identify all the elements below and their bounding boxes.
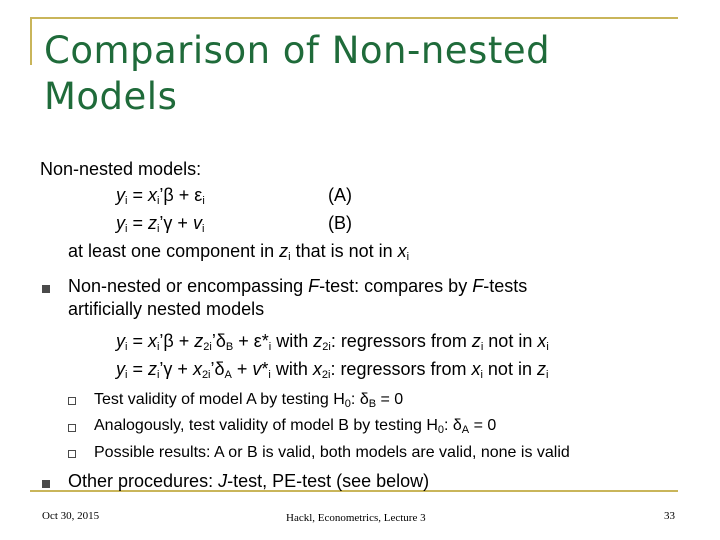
sub-bullet-3-text: Possible results: A or B is valid, both models are valid, none is valid: [94, 444, 570, 461]
sub-bullet-box-3: [68, 450, 76, 458]
frame-left-rule: [30, 17, 32, 65]
bullet-1-text: Non-nested or encompassing F-test: compares by F-tests: [68, 276, 528, 296]
footer-center: Hackl, Econometrics, Lecture 3: [286, 512, 426, 524]
slide-title: Comparison of Non-nested Models: [44, 29, 551, 118]
sub-bullet-box-2: [68, 424, 76, 432]
footer-date: Oct 30, 2015: [42, 510, 100, 522]
nested-equation-a: $y_i$ = $x_i’\beta$ + $z_{2i}’\delta_B + \varepsilon*_i$ with $z_{2i}$: regressors from $z_i$ not in $x_i$: [116, 331, 549, 353]
bullet-square-2: [42, 480, 50, 488]
bullet-2-text: Other procedures: J-test, PE-test (see below): [68, 471, 430, 491]
model-b-tag: (B): [328, 213, 352, 233]
sub-bullet-1-text: Test validity of model A by testing $H_0$: $\delta_B = 0$: [94, 391, 404, 410]
frame-top-rule: [30, 17, 678, 19]
nested-equation-b: $y_i$ = $z_i’\gamma$ + $x_{2i}’\delta_A + v*_i$ with $x_{2i}$: regressors from $x_i$ not in $z_i$: [116, 359, 549, 381]
model-a-tag: (A): [328, 185, 352, 205]
sub-bullet-2-text: Analogously, test validity of model B by testing $H_0$: $\delta_A = 0$: [94, 417, 497, 436]
model-a-equation: $y_i$ = $x_i’\beta + \varepsilon_i$: [116, 185, 205, 207]
sub-bullet-box-1: [68, 397, 76, 405]
condition-text: at least one component in $z_i$ that is not in $x_i$: [68, 241, 410, 263]
page-number: 33: [664, 510, 675, 522]
model-b-equation: $y_i$ = $z_i’\gamma + v_i$: [116, 213, 205, 235]
bullet-1-continuation: artificially nested models: [68, 299, 265, 319]
bullet-square-1: [42, 285, 50, 293]
intro-text: Non-nested models:: [40, 159, 202, 179]
